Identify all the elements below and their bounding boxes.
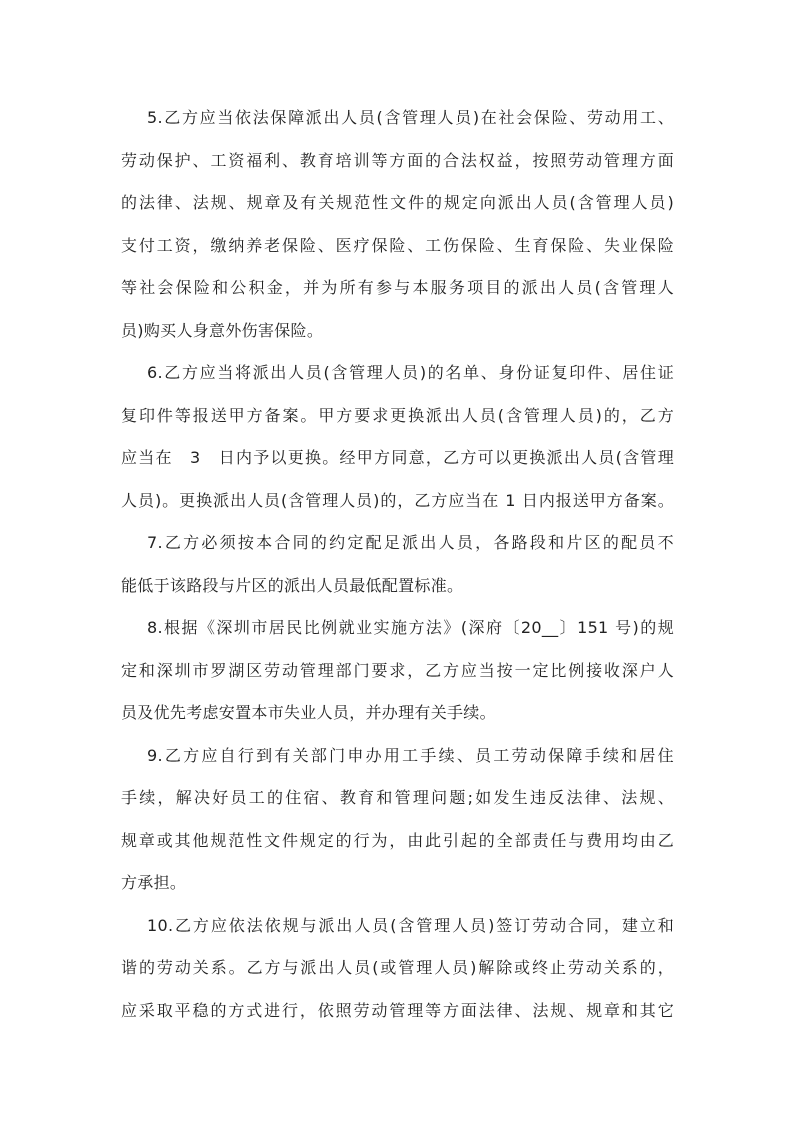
text-line-p6-2: 复印件等报送甲方备案。甲方要求更换派出人员(含管理人员)的，乙方 [121,406,674,425]
text-line-p7-2: 能低于该路段与片区的派出人员最低配置标准。 [121,576,464,595]
text-line-p5-4: 支付工资，缴纳养老保险、医疗保险、工伤保险、生育保险、失业保险 [121,236,674,255]
text-line-p8-2: 定和深圳市罗湖区劳动管理部门要求，乙方应当按一定比例接收深户人 [121,661,674,680]
text-line-p8-3: 员及优先考虑安置本市失业人员，并办理有关手续。 [121,703,496,722]
text-line-p5-6: 员)购买人身意外伤害保险。 [121,321,324,340]
text-line-p6-3: 应当在 3 日内予以更换。经甲方同意，乙方可以更换派出人员(含管理 [121,448,674,467]
text-line-p10-2: 谐的劳动关系。乙方与派出人员(或管理人员)解除或终止劳动关系的， [121,958,674,977]
text-line-p5-1: 5.乙方应当依法保障派出人员(含管理人员)在社会保险、劳动用工、 [147,108,674,127]
text-line-p9-3: 规章或其他规范性文件规定的行为，由此引起的全部责任与费用均由乙 [121,831,674,850]
text-line-p5-2: 劳动保护、工资福利、教育培训等方面的合法权益，按照劳动管理方面 [121,151,674,170]
text-line-p10-1: 10.乙方应依法依规与派出人员(含管理人员)签订劳动合同，建立和 [147,916,674,935]
text-line-p9-2: 手续，解决好员工的住宿、教育和管理问题;如发生违反法律、法规、 [121,788,674,807]
text-line-p5-3: 的法律、法规、规章及有关规范性文件的规定向派出人员(含管理人员) [121,193,674,212]
text-line-p9-1: 9.乙方应自行到有关部门申办用工手续、员工劳动保障手续和居住 [147,746,674,765]
text-line-p5-5: 等社会保险和公积金，并为所有参与本服务项目的派出人员(含管理人 [121,278,674,297]
text-line-p7-1: 7.乙方必须按本合同的约定配足派出人员，各路段和片区的配员不 [147,533,674,552]
text-line-p10-3: 应采取平稳的方式进行，依照劳动管理等方面法律、法规、规章和其它 [121,1001,674,1020]
text-line-p9-4: 方承担。 [121,873,187,892]
text-line-p6-1: 6.乙方应当将派出人员(含管理人员)的名单、身份证复印件、居住证 [147,363,674,382]
text-line-p6-4: 人员)。更换派出人员(含管理人员)的，乙方应当在 1 日内报送甲方备案。 [121,491,674,510]
text-line-p8-1: 8.根据《深圳市居民比例就业实施方法》(深府〔20__〕151 号)的规 [147,618,674,637]
